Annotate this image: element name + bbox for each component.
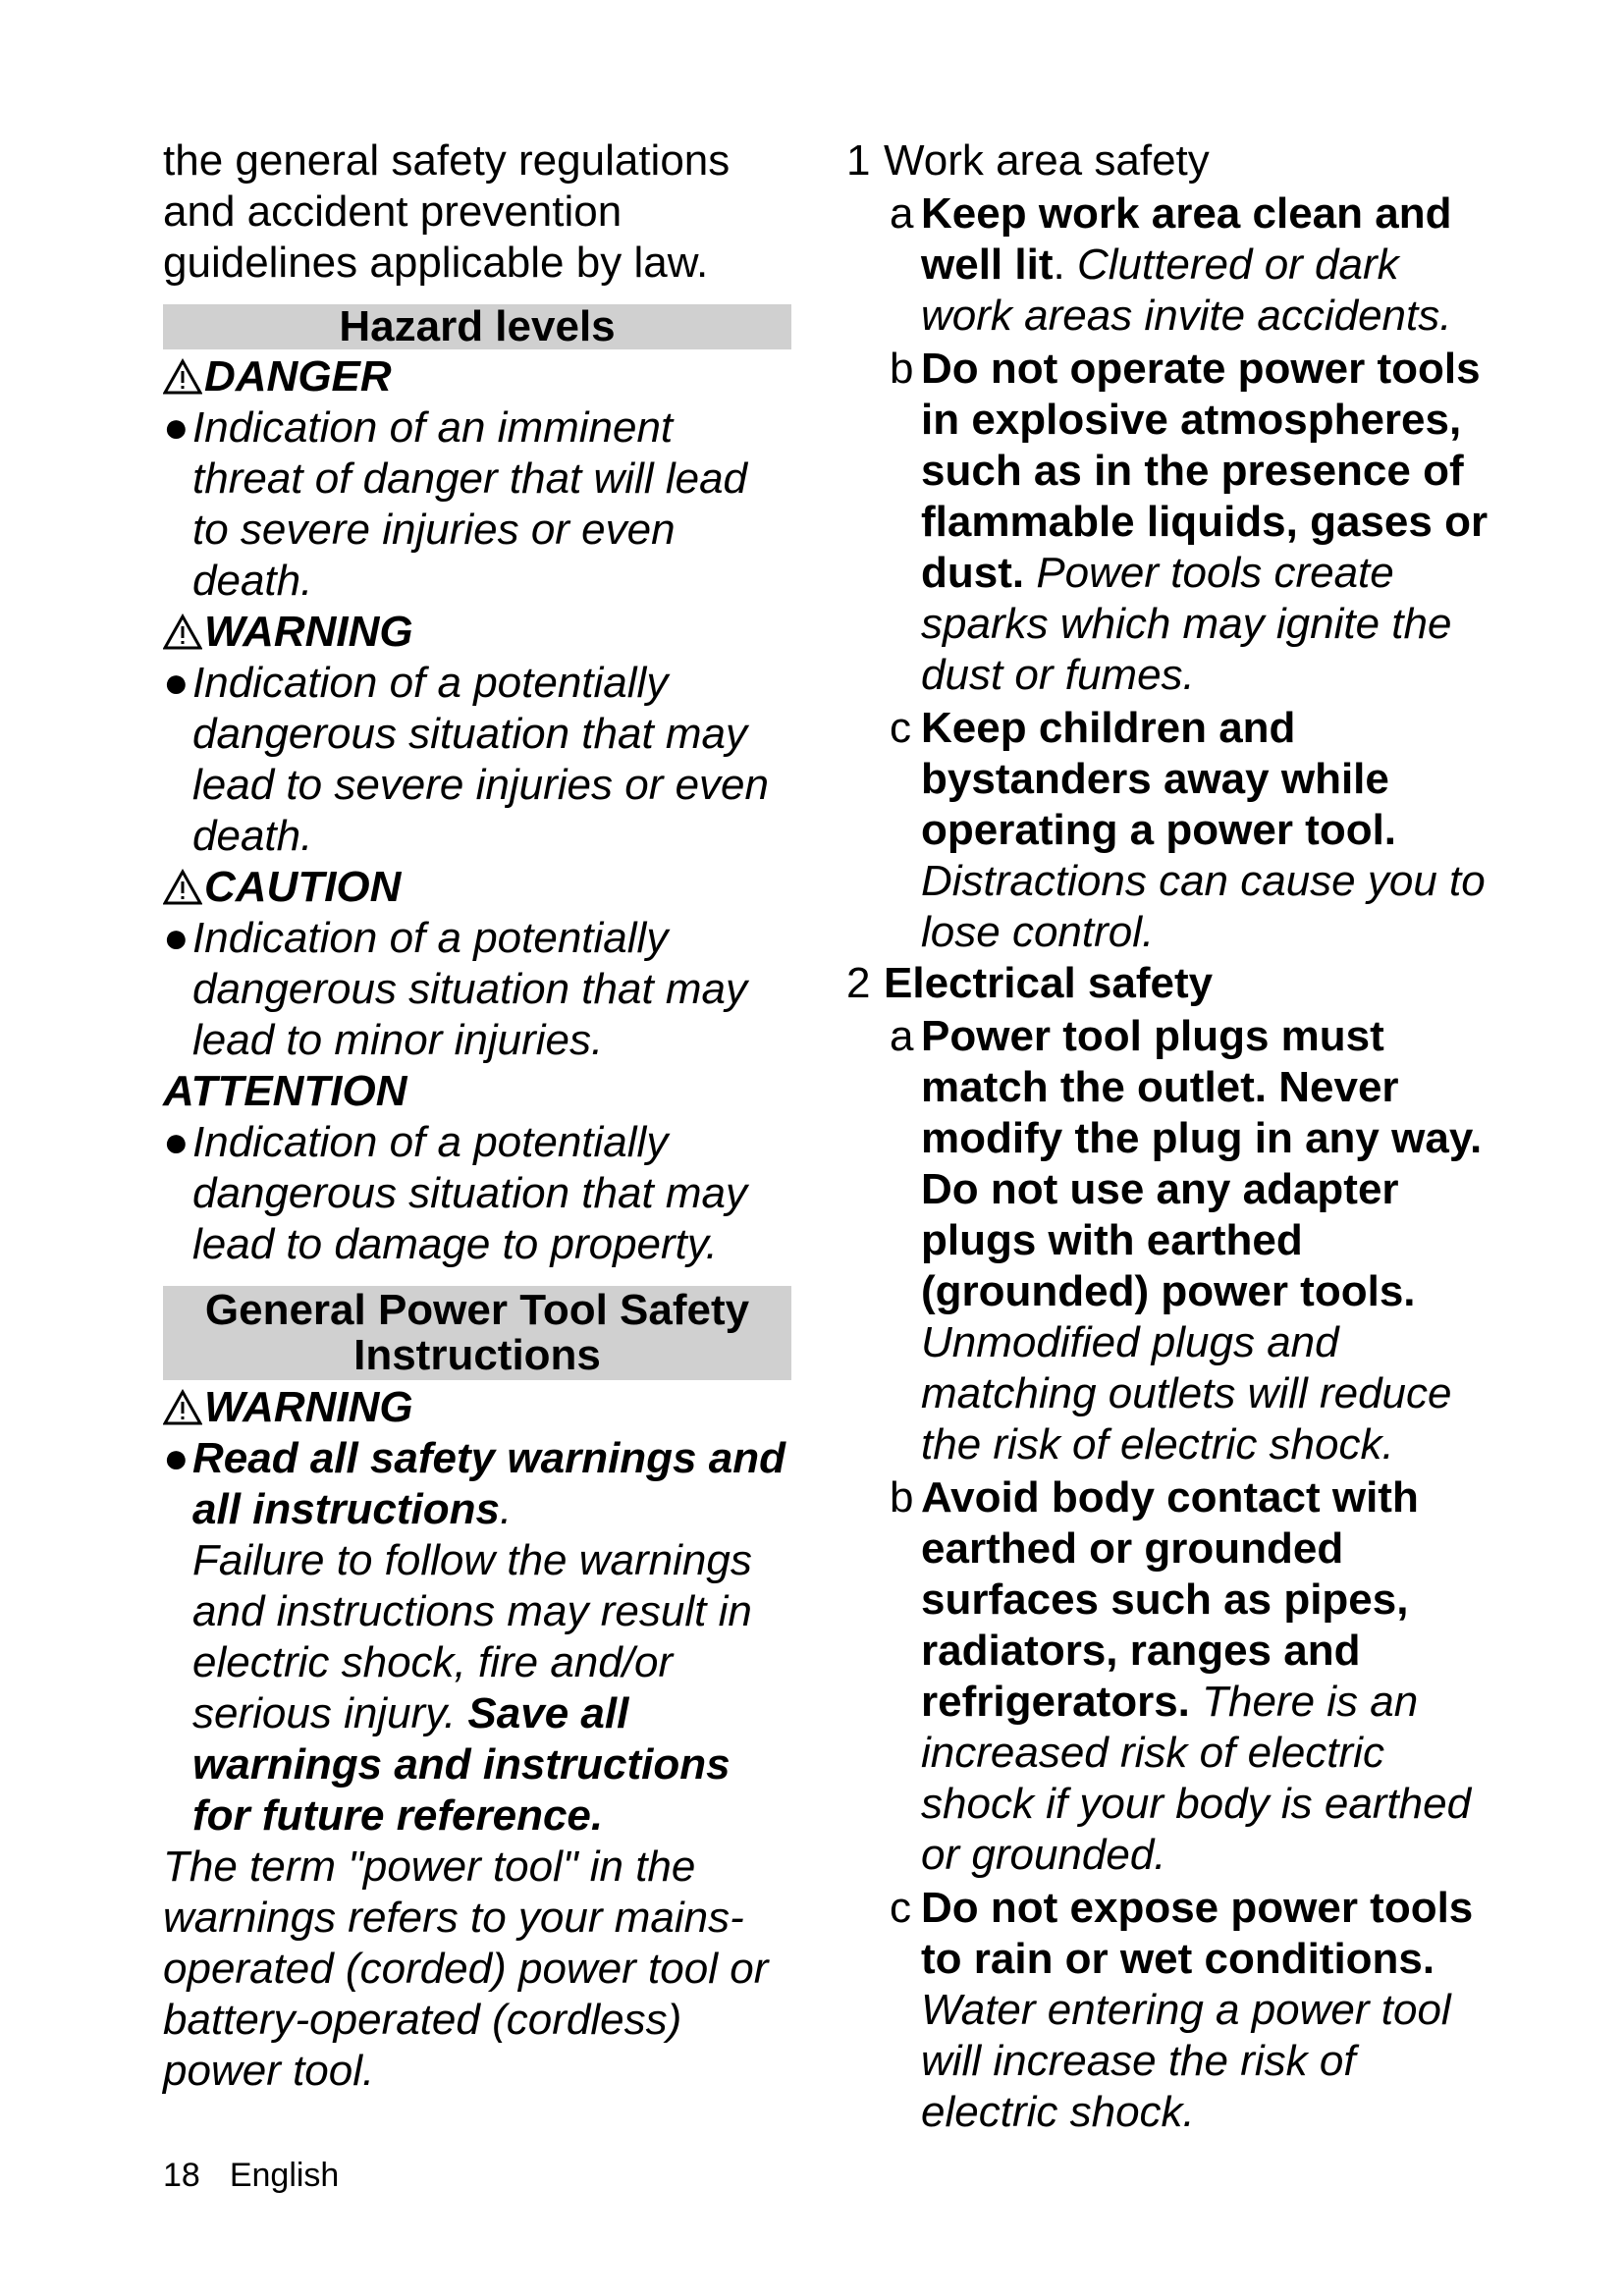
warning-triangle-icon [163, 869, 202, 906]
level-name: DANGER [204, 352, 392, 400]
warning-triangle-icon [163, 1389, 202, 1426]
list-item: b Do not operate power tools in explosive atmospheres, such as in the presence of flammable liquids, gases or dust. Power tools create sparks which may ignite the dust or fumes. [890, 345, 1489, 699]
level-description: ● Indication of a potentially dangerous situation that may lead to minor injuries. [163, 914, 748, 1064]
power-tool-term: The term "power tool" in the warnings refers to your mains-operated (corded) power tool or battery-operated (cordless) power tool. [163, 1842, 769, 2095]
level-description: ● Indication of an imminent threat of danger that will lead to severe injuries or even death. [163, 403, 748, 605]
level-caution [163, 862, 791, 913]
section-electrical: 2 Electrical safety [846, 959, 1214, 1007]
general-warning [163, 1382, 791, 1433]
right-column [846, 135, 1494, 2138]
section-title: Electrical safety [884, 959, 1214, 1007]
general-safety-heading: General Power Tool Safety Instructions [163, 1286, 791, 1380]
section-title: Work area safety [884, 136, 1210, 185]
level-name: CAUTION [204, 863, 402, 911]
level-warning [163, 607, 791, 658]
level-name: ATTENTION [163, 1067, 407, 1115]
read-all-warnings: ● Read all safety warnings and all instructions. Failure to follow the warnings and instructions may result in electric shock, fire and/or serious injury. Save all warnings and instructions for future reference. [163, 1434, 785, 1840]
level-danger [163, 351, 791, 402]
left-column [163, 135, 791, 2097]
page-footer [163, 2156, 368, 2195]
list-item: a Keep work area clean and well lit. Cluttered or dark work areas invite accidents. [890, 189, 1452, 340]
list-item: c Keep children and bystanders away while operating a power tool. Distractions can cause you to lose control. [890, 704, 1486, 956]
language-label: English [229, 2157, 340, 2194]
list-item: a Power tool plugs must match the outlet. Never modify the plug in any way. Do not use any adapter plugs with earthed (grounded) power tools. Unmodified plugs and matching outlets will reduce the risk of electric shock. [890, 1012, 1483, 1468]
warning-label: WARNING [204, 1383, 413, 1431]
level-attention [163, 1066, 791, 1117]
list-item: b Avoid body contact with earthed or grounded surfaces such as pipes, radiators, ranges and refrigerators. There is an increased risk of electric shock if your body is earthed or grounded. [890, 1473, 1472, 1879]
list-item: c Do not expose power tools to rain or wet conditions. Water entering a power tool will increase the risk of electric shock. [890, 1884, 1474, 2136]
hazard-levels-heading: Hazard levels [163, 304, 791, 349]
page-number: 18 [163, 2157, 200, 2194]
intro-text: the general safety regulations and accident prevention guidelines applicable by law. [163, 136, 731, 287]
warning-triangle-icon [163, 614, 202, 651]
warning-triangle-icon [163, 358, 202, 396]
section-work-area: 1 Work area safety [846, 136, 1210, 185]
level-description: ● Indication of a potentially dangerous situation that may lead to damage to property. [163, 1118, 748, 1268]
level-name: WARNING [204, 608, 413, 656]
level-description: ● Indication of a potentially dangerous situation that may lead to severe injuries or even death. [163, 659, 769, 860]
